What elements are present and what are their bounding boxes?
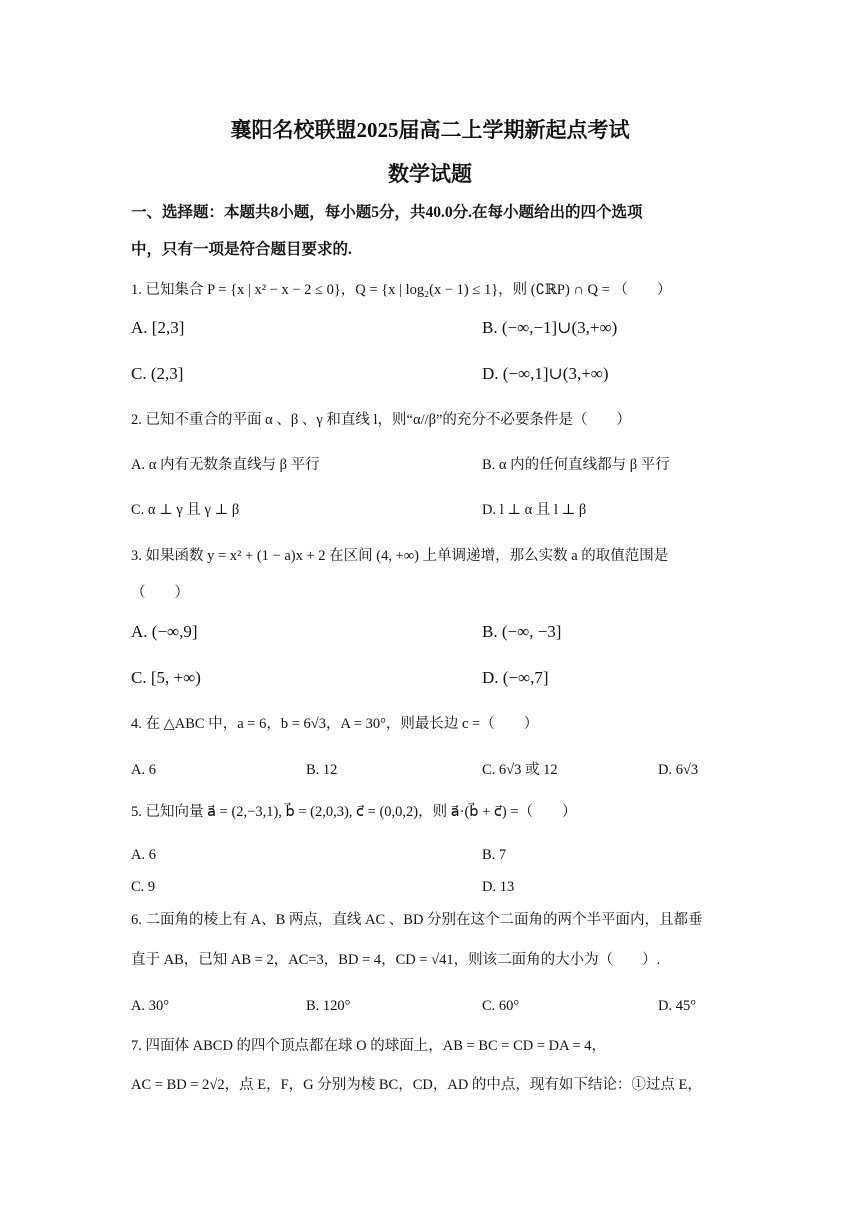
question-2-stem: 2. 已知不重合的平面 α 、β 、γ 和直线 l，则“α//β”的充分不必要条件是（ ） [131, 412, 631, 428]
question-4-option-b: B. 12 [306, 762, 338, 778]
question-6-line2: 直于 AB，已知 AB = 2，AC=3，BD = 4，CD = √41，则该二面角的大小为（ ）. [131, 952, 661, 968]
question-2-option-d: D. l ⊥ α 且 l ⊥ β [482, 502, 587, 518]
question-6-option-d: D. 45° [658, 998, 697, 1014]
question-1-stem: 1. 已知集合 P = {x | x² − x − 2 ≤ 0}，Q = {x | log₂(x − 1) ≤ 1}，则 (∁ℝP) ∩ Q = （ ） [131, 282, 672, 298]
question-6-option-b: B. 120° [306, 998, 351, 1014]
question-3-option-b: B. (−∞, −3] [482, 622, 562, 641]
question-3-stem: 3. 如果函数 y = x² + (1 − a)x + 2 在区间 (4, +∞) 上单调递增，那么实数 a 的取值范围是 [131, 548, 669, 564]
section-heading-line2: 中，只有一项是符合题目要求的. [131, 241, 352, 258]
question-3-option-d: D. (−∞,7] [482, 668, 549, 687]
question-4-option-a: A. 6 [131, 762, 156, 778]
question-5-option-d: D. 13 [482, 879, 515, 895]
question-2-option-c: C. α ⊥ γ 且 γ ⊥ β [131, 502, 240, 518]
question-7-line1: 7. 四面体 ABCD 的四个顶点都在球 O 的球面上，AB = BC = CD = DA = 4， [131, 1038, 606, 1054]
question-1-option-b: B. (−∞,−1]∪(3,+∞) [482, 318, 618, 337]
question-1-option-d: D. (−∞,1]∪(3,+∞) [482, 364, 609, 383]
question-4-option-d: D. 6√3 [658, 762, 699, 778]
question-3-stem-bracket: （ ） [131, 585, 189, 601]
question-3-option-a: A. (−∞,9] [131, 622, 198, 641]
question-5-option-c: C. 9 [131, 879, 156, 895]
question-2-option-b: B. α 内的任何直线都与 β 平行 [482, 457, 670, 473]
question-1-option-a: A. [2,3] [131, 318, 185, 337]
question-7-line2: AC = BD = 2√2，点 E，F，G 分别为棱 BC，CD，AD 的中点，现有如下结论：①过点 E， [131, 1077, 702, 1093]
question-6-option-a: A. 30° [131, 998, 170, 1014]
exam-title: 襄阳名校联盟2025届高二上学期新起点考试 [230, 118, 630, 142]
question-1-option-c: C. (2,3] [131, 364, 184, 383]
section-heading-line1: 一、选择题：本题共8小题，每小题5分，共40.0分.在每小题给出的四个选项 [131, 204, 643, 221]
question-4-stem: 4. 在 △ABC 中，a = 6，b = 6√3，A = 30°，则最长边 c =（ ） [131, 716, 539, 732]
question-5-stem: 5. 已知向量 a⃗ = (2,−3,1), b⃗ = (2,0,3), c⃗ = (0,0,2)，则 a⃗·(b⃗ + c⃗) =（ ） [131, 804, 577, 820]
question-2-option-a: A. α 内有无数条直线与 β 平行 [131, 457, 320, 473]
question-4-option-c: C. 6√3 或 12 [482, 762, 558, 778]
question-6-line1: 6. 二面角的棱上有 A、B 两点，直线 AC 、BD 分别在这个二面角的两个半平面内，且都垂 [131, 912, 703, 928]
question-6-option-c: C. 60° [482, 998, 520, 1014]
question-5-option-b: B. 7 [482, 847, 507, 863]
question-5-option-a: A. 6 [131, 847, 156, 863]
exam-subtitle: 数学试题 [388, 162, 472, 186]
question-3-option-c: C. [5, +∞) [131, 668, 201, 687]
